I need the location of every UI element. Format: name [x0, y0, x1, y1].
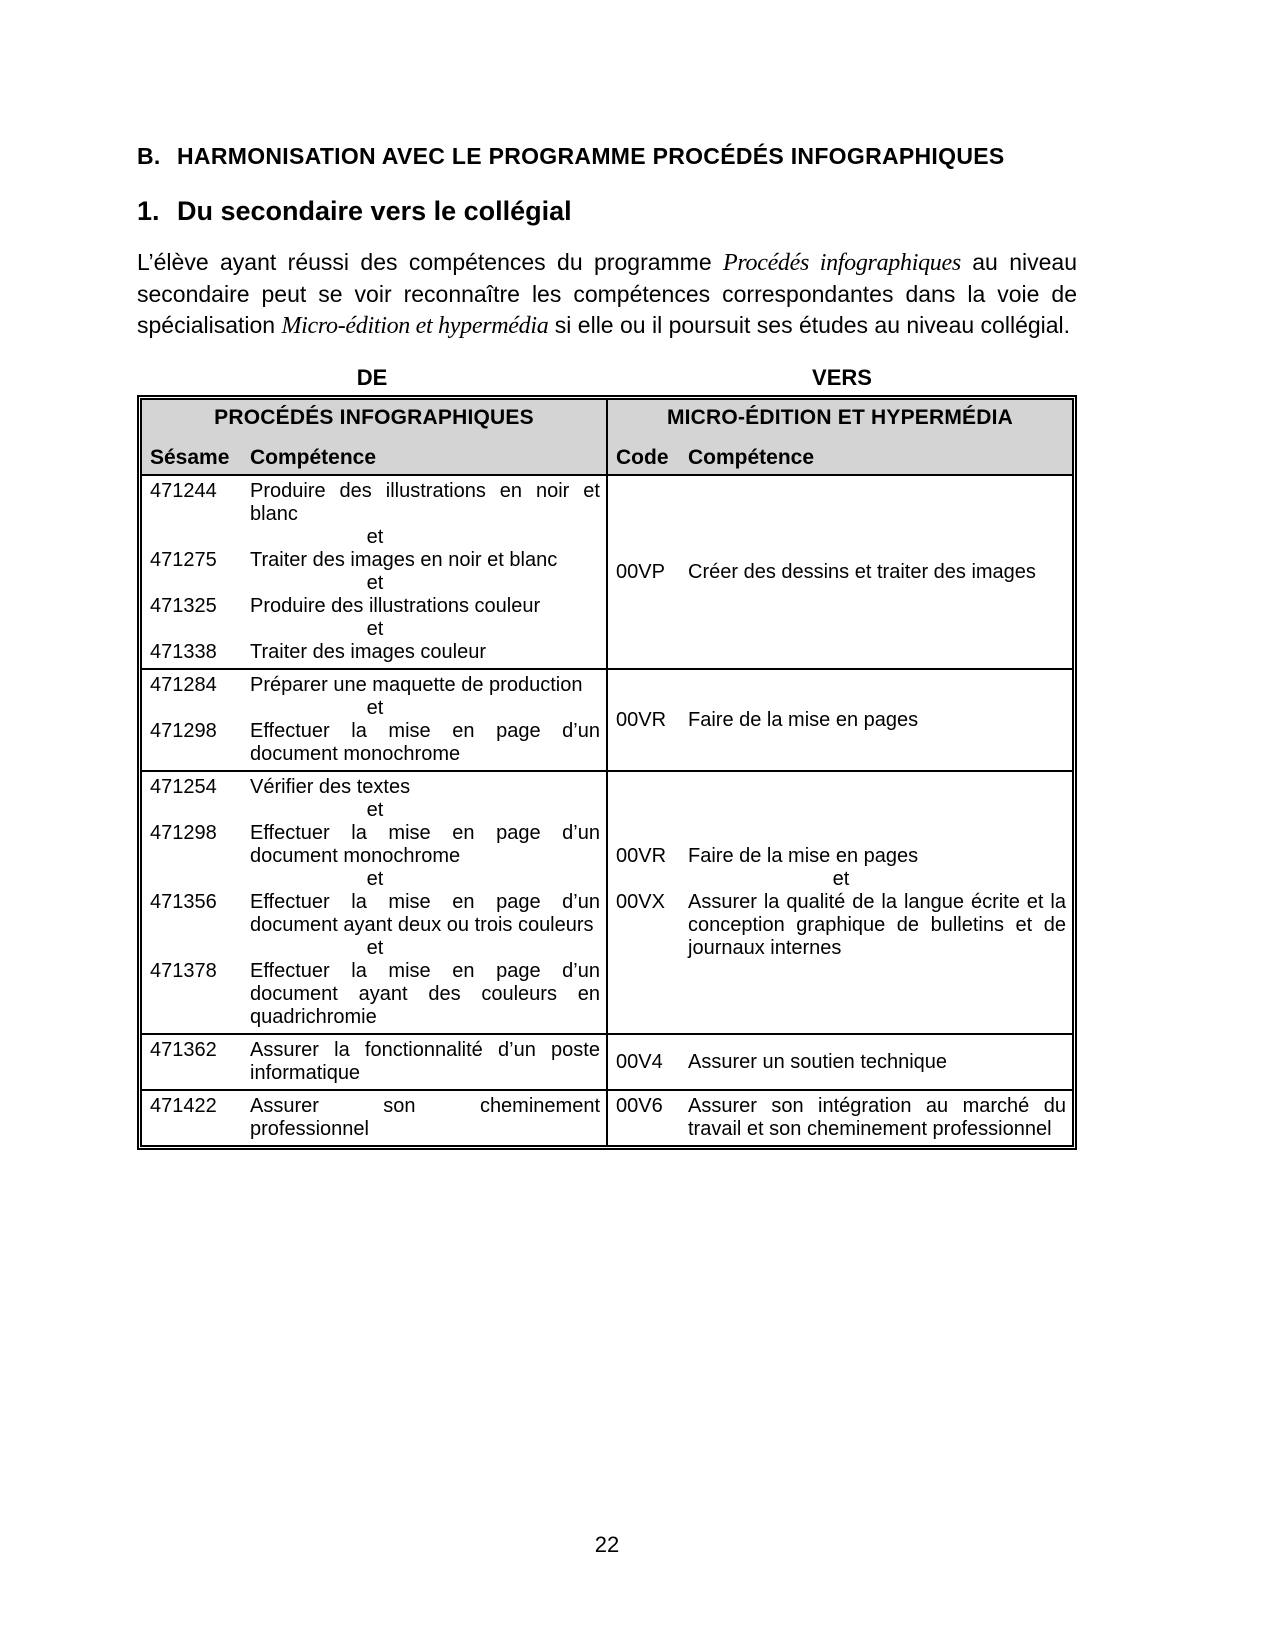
code-value: 00VR [616, 708, 667, 731]
code-value: 00VR [616, 845, 667, 867]
competence-text: Assurer son intégration au marché du travail et son cheminement professionnel [688, 1095, 1066, 1140]
sesame-code: 471362 [150, 1039, 217, 1061]
competence-text: Assurer un soutien technique [688, 1050, 948, 1073]
code-value: 00V6 [616, 1095, 663, 1117]
et-connector: et [366, 526, 384, 548]
et-connector: et [832, 868, 850, 890]
intro-text-2: au niveau secondaire peut se voir reconnaître les compétences correspondantes dans la voie de spécialisation [137, 249, 1077, 338]
code-value: 00V4 [616, 1050, 663, 1073]
code-value: 00VX [616, 891, 665, 913]
sesame-code: 471244 [150, 480, 217, 502]
right-table-title: MICRO-ÉDITION ET HYPERMÉDIA [666, 406, 1014, 429]
table-group-row [142, 668, 1072, 770]
competence-entry [616, 1051, 1066, 1074]
page-number: 22 [594, 1532, 620, 1557]
sesame-code: 471422 [150, 1095, 217, 1117]
competence-entry [616, 845, 1066, 868]
competence-text: Traiter des images couleur [250, 641, 487, 663]
competence-text: Assurer la qualité de la langue écrite et la conception graphique de bulletins et de journaux internes [688, 891, 1066, 959]
et-connector: et [366, 868, 384, 890]
competence-entry [150, 480, 600, 526]
code-value: 00VP [616, 560, 665, 583]
competence-entry [150, 1039, 600, 1085]
table-header-right [608, 400, 1072, 474]
competence-entry [150, 891, 600, 937]
subsection-heading-text: Du secondaire vers le collégial [177, 196, 572, 226]
competence-text: Effectuer la mise en page d’un document monochrome [250, 720, 600, 765]
program-name-secondary: Procédés infographiques [723, 250, 961, 276]
table-header-left [142, 400, 608, 474]
competence-text: Assurer son cheminement professionnel [250, 1095, 600, 1140]
direction-labels [137, 365, 1077, 391]
subsection-heading [137, 196, 1077, 227]
competence-text: Produire des illustrations en noir et blanc [250, 480, 600, 525]
right-column-headers [616, 446, 1064, 470]
competence-entry [150, 549, 600, 572]
table-header-row [142, 400, 1072, 474]
left-column-headers [150, 446, 598, 470]
sesame-code: 471325 [150, 595, 217, 617]
column-header-competence-right: Compétence [688, 446, 815, 469]
competence-text: Traiter des images en noir et blanc [250, 549, 558, 571]
competence-text: Effectuer la mise en page d’un document ayant deux ou trois couleurs [250, 891, 600, 936]
group2-left-cell [142, 670, 608, 770]
document-content [137, 0, 1077, 1558]
competence-entry [150, 720, 600, 766]
et-connector: et [366, 572, 384, 594]
competence-text: Effectuer la mise en page d’un document ayant des couleurs en quadrichromie [250, 960, 600, 1028]
competence-text: Produire des illustrations couleur [250, 595, 541, 617]
sesame-code: 471254 [150, 776, 217, 798]
column-header-sesame: Sésame [150, 446, 230, 469]
competence-text: Vérifier des textes [250, 776, 411, 798]
competence-entry [150, 960, 600, 1029]
competence-text: Faire de la mise en pages [688, 708, 919, 731]
sesame-code: 471378 [150, 960, 217, 982]
competence-entry [150, 822, 600, 868]
competence-entry [150, 674, 600, 697]
group5-right-cell [608, 1091, 1072, 1145]
competence-text: Faire de la mise en pages [688, 845, 919, 867]
table-group-row [142, 1033, 1072, 1089]
sesame-code: 471275 [150, 549, 217, 571]
group1-left-cell [142, 476, 608, 668]
sesame-code: 471284 [150, 674, 217, 696]
competence-entry [150, 776, 600, 799]
table-group-row [142, 1089, 1072, 1145]
table-group-row [142, 770, 1072, 1033]
group1-right-cell [608, 476, 1072, 668]
competence-entry [616, 1095, 1066, 1141]
competence-text: Préparer une maquette de production [250, 674, 583, 696]
competence-entry [150, 1095, 600, 1141]
sesame-code: 471338 [150, 641, 217, 663]
competence-text: Créer des dessins et traiter des images [688, 560, 1036, 583]
competence-entry [616, 561, 1066, 584]
competence-entry [616, 709, 1066, 732]
group3-left-cell [142, 772, 608, 1033]
column-header-competence-left: Compétence [250, 446, 377, 469]
et-connector: et [366, 937, 384, 959]
intro-text-1: L’élève ayant réussi des compétences du programme [137, 249, 724, 275]
intro-text-3: si elle ou il poursuit ses études au niveau collégial. [548, 312, 1071, 338]
sesame-code: 471356 [150, 891, 217, 913]
sesame-code: 471298 [150, 822, 217, 844]
competence-entry [616, 891, 1066, 960]
group4-left-cell [142, 1035, 608, 1089]
sesame-code: 471298 [150, 720, 217, 742]
competence-text: Effectuer la mise en page d’un document monochrome [250, 822, 600, 867]
section-heading-label: B. [137, 143, 161, 169]
table-group-row [142, 474, 1072, 668]
label-de: DE [356, 365, 388, 390]
competence-entry [150, 595, 600, 618]
et-connector: et [366, 697, 384, 719]
program-name-collegial: Micro-édition et hypermédia [281, 313, 549, 339]
group2-right-cell [608, 670, 1072, 770]
competence-text: Assurer la fonctionnalité d’un poste informatique [250, 1039, 600, 1084]
subsection-heading-label: 1. [137, 196, 160, 226]
group5-left-cell [142, 1091, 608, 1145]
section-heading-text: HARMONISATION AVEC LE PROGRAMME PROCÉDÉS INFOGRAPHIQUES [177, 143, 1005, 169]
label-vers: VERS [812, 365, 872, 390]
section-heading [137, 143, 1077, 170]
left-table-title: PROCÉDÉS INFOGRAPHIQUES [214, 406, 534, 429]
et-connector: et [366, 618, 384, 640]
harmonisation-table [137, 395, 1077, 1150]
column-header-code: Code [616, 446, 669, 469]
intro-paragraph [137, 247, 1077, 342]
et-connector: et [366, 799, 384, 821]
group4-right-cell [608, 1035, 1072, 1089]
competence-entry [150, 641, 600, 664]
group3-right-cell [608, 772, 1072, 1033]
